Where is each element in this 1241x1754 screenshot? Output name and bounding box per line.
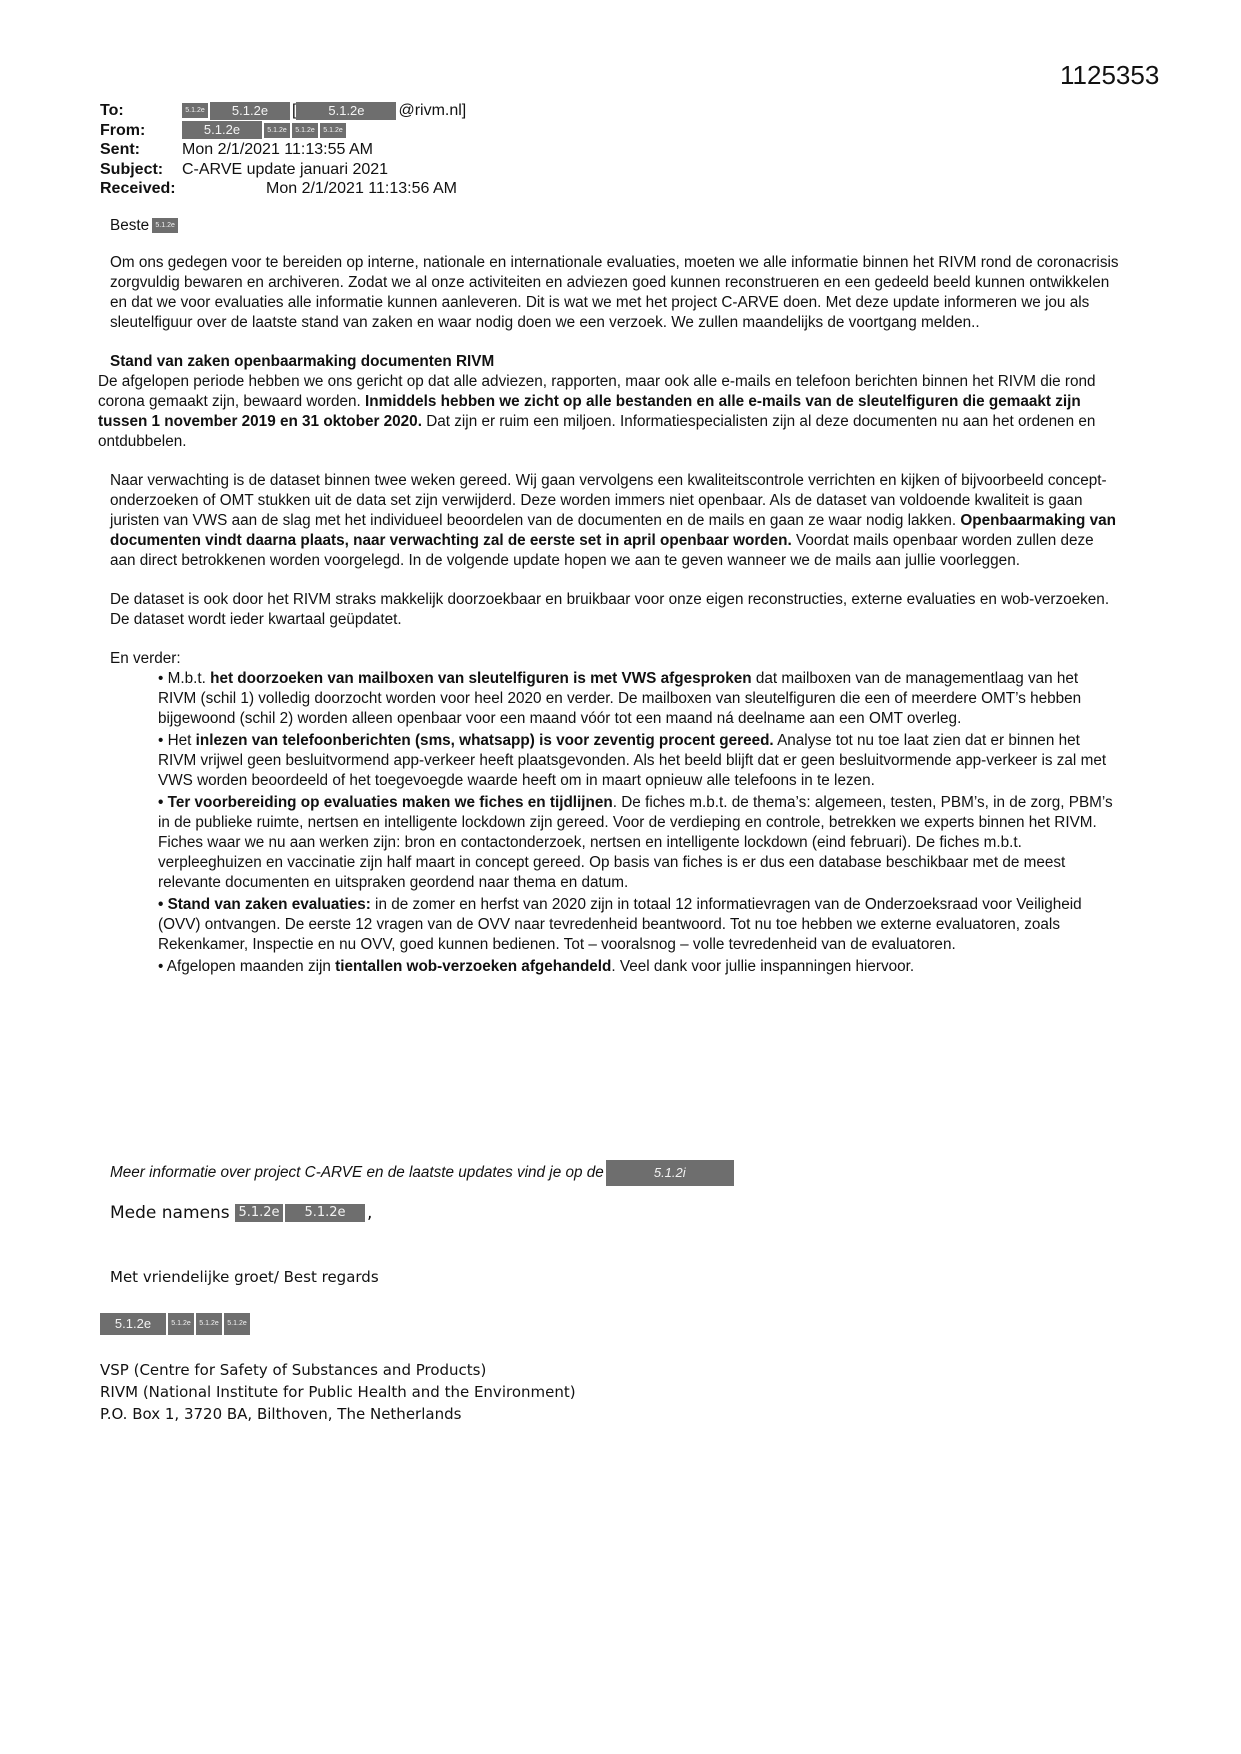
redaction-box: 5.1.2e — [168, 1313, 194, 1335]
more-info-line: Meer informatie over project C-ARVE en de laatste updates vind je op de 5.1.2i — [110, 1160, 736, 1186]
paragraph-dataset: Naar verwachting is de dataset binnen twee weken gereed. Wij gaan vervolgens een kwaliteitscontrole verrichten en kijken of bijvoorbeeld concept-onderzoeken of OMT stukken uit de data set zijn verwijderd. Deze worden immers niet openbaar. Als de dataset van voldoende kwaliteit is gaan juristen van VWS aan de slag met het individueel beoordelen van de documenten en de mails en gaan ze waar nodig lakken. Openbaarmaking van documenten vindt daarna plaats, naar verwachting zal de eerste set in april openbaar worden. Voordat mails openbaar worden zullen deze aan direct betrokkenen worden voorgelegd. In de volgende update hopen we aan te geven wanneer we de mails aan jullie voorleggen. — [110, 472, 1116, 569]
intro-paragraph: Om ons gedegen voor te bereiden op interne, nationale en internationale evaluaties, moeten we alle informatie binnen het RIVM rond de coronacrisis zorgvuldig bewaren en archiveren. Zodat we al onze activiteiten en adviezen goed kunnen reconstrueren en een gedeeld beeld kunnen ontwikkelen en dat we voor evaluaties alle informatie kunnen aanleveren. Dit is wat we met het project C-ARVE doen. Met deze update informeren we jou als sleutelfiguur over de laatste stand van zaken en waar nodig doen we een verzoek. We zullen maandelijks de voortgang melden.. — [110, 254, 1119, 331]
subject-label: Subject: — [100, 160, 164, 178]
from-label: From: — [100, 121, 146, 139]
signature-redactions — [100, 1313, 252, 1335]
redaction-box: 5.1.2e — [285, 1204, 365, 1222]
redaction-box: 5.1.2e — [296, 102, 396, 120]
redaction-box: 5.1.2e — [182, 121, 262, 139]
redaction-box: 5.1.2e — [100, 1313, 166, 1335]
list-item: • M.b.t. het doorzoeken van mailboxen van sleutelfiguren is met VWS afgesproken dat mailboxen van de managementlaag van het RIVM (schil 1) volledig doorzocht worden voor heel 2020 en verder. De mailboxen van sleutelfiguren die een of meerdere OMT’s hebben bijgewoond (schil 2) worden alleen openbaar voor een maand vóór tot een maand ná deelname aan een OMT overleg. — [158, 670, 1082, 727]
to-bracket: [ — [292, 102, 297, 119]
paragraph-searchable: De dataset is ook door het RIVM straks makkelijk doorzoekbaar en bruikbaar voor onze eigen reconstructies, externe evaluaties en wob-verzoeken. De dataset wordt ieder kwartaal geüpdatet. — [110, 591, 1110, 628]
subject-value: C-ARVE update januari 2021 — [182, 160, 389, 178]
regards-line: Met vriendelijke groet/ Best regards — [110, 1268, 379, 1286]
list-item: • Het inlezen van telefoonberichten (sms, whatsapp) is voor zeventig procent gereed. Analyse tot nu toe laat zien dat er binnen het RIVM vrijwel geen besluitvormend app-verkeer heeft plaatsgevonden. Als het beeld blijft dat er geen besluitvormende app-verkeer is zal met VWS worden beoordeeld of het toegevoegde waarde heeft om in maart opnieuw alle telefoons in te lezen. — [158, 732, 1107, 789]
redaction-link: 5.1.2i — [606, 1160, 734, 1186]
section-title: Stand van zaken openbaarmaking documenten RIVM — [110, 353, 495, 370]
redaction-box: 5.1.2e — [196, 1313, 222, 1335]
greeting: Beste 5.1.2e — [110, 216, 1120, 236]
footer-line: VSP (Centre for Safety of Substances and Products) — [100, 1361, 487, 1379]
redaction-box: 5.1.2e — [264, 123, 290, 138]
footer-line: P.O. Box 1, 3720 BA, Bilthoven, The Netherlands — [100, 1405, 462, 1423]
bullet-list — [158, 669, 1120, 977]
email-body — [98, 216, 1120, 979]
footer-line: RIVM (National Institute for Public Health and the Environment) — [100, 1383, 576, 1401]
sent-label: Sent: — [100, 141, 140, 158]
to-domain: @rivm.nl] — [398, 102, 467, 119]
list-item: • Stand van zaken evaluaties: in de zomer en herfst van 2020 zijn in totaal 12 informatievragen van de Onderzoeksraad voor Veiligheid (OVV) ontvangen. De eerste 12 vragen van de OVV naar tevredenheid beantwoord. Tot nu toe hebben we externe evaluatoren, zoals Rekenkamer, Inspectie en nu OVV, goed kunnen bedienen. Tot – vooralsnog – volle tevredenheid van de evaluatoren. — [158, 896, 1082, 953]
redaction-box: 5.1.2e — [235, 1204, 283, 1222]
received-label: Received: — [100, 180, 176, 197]
list-item: • Ter voorbereiding op evaluaties maken we fiches en tijdlijnen. De fiches m.b.t. de thema’s: algemeen, testen, PBM’s, in de zorg, PBM’s in de publieke ruimte, nertsen en intelligente lockdown zijn gereed. Voor de verdieping en controle, betrekken we experts binnen het RIVM. Fiches waar we nu aan werken zijn: bron en contactonderzoek, nertsen en intelligente lockdown (eind februari). De fiches m.b.t. verpleeghuizen en vaccinatie zijn half maart in concept gereed. Op basis van fiches is er dus een database beschikbaar met de meest relevante documenten en uitspraken geordend naar thema en datum. — [158, 794, 1113, 891]
redaction-box: 5.1.2e — [152, 218, 178, 233]
en-verder-label: En verder: — [110, 650, 181, 667]
redaction-box: 5.1.2e — [292, 123, 318, 138]
document-number: 1125353 — [1060, 60, 1160, 90]
received-value: Mon 2/1/2021 11:13:56 AM — [266, 180, 457, 197]
paragraph-status: De afgelopen periode hebben we ons gericht op dat alle adviezen, rapporten, maar ook alle e-mails en telefoon berichten binnen het RIVM die rond corona gemaakt zijn, bewaard worden. Inmiddels hebben we zicht op alle bestanden en alle e-mails van de sleutelfiguren die gemaakt zijn tussen 1 november 2019 en 31 oktober 2020. Dat zijn er ruim een miljoen. Informatiespecialisten zijn al deze documenten nu aan het ordenen en ontdubbelen. — [98, 373, 1096, 450]
redaction-box: 5.1.2e — [224, 1313, 250, 1335]
redaction-box: 5.1.2e — [182, 103, 208, 118]
redaction-box: 5.1.2e — [210, 102, 290, 120]
list-item: • Afgelopen maanden zijn tientallen wob-verzoeken afgehandeld. Veel dank voor jullie inspanningen hiervoor. — [158, 958, 915, 975]
sent-value: Mon 2/1/2021 11:13:55 AM — [182, 141, 373, 158]
to-label: To: — [100, 102, 124, 119]
footer-address — [100, 1359, 576, 1425]
redaction-box: 5.1.2e — [320, 123, 346, 138]
mede-namens-line: Mede namens 5.1.2e 5.1.2e , — [110, 1203, 373, 1223]
